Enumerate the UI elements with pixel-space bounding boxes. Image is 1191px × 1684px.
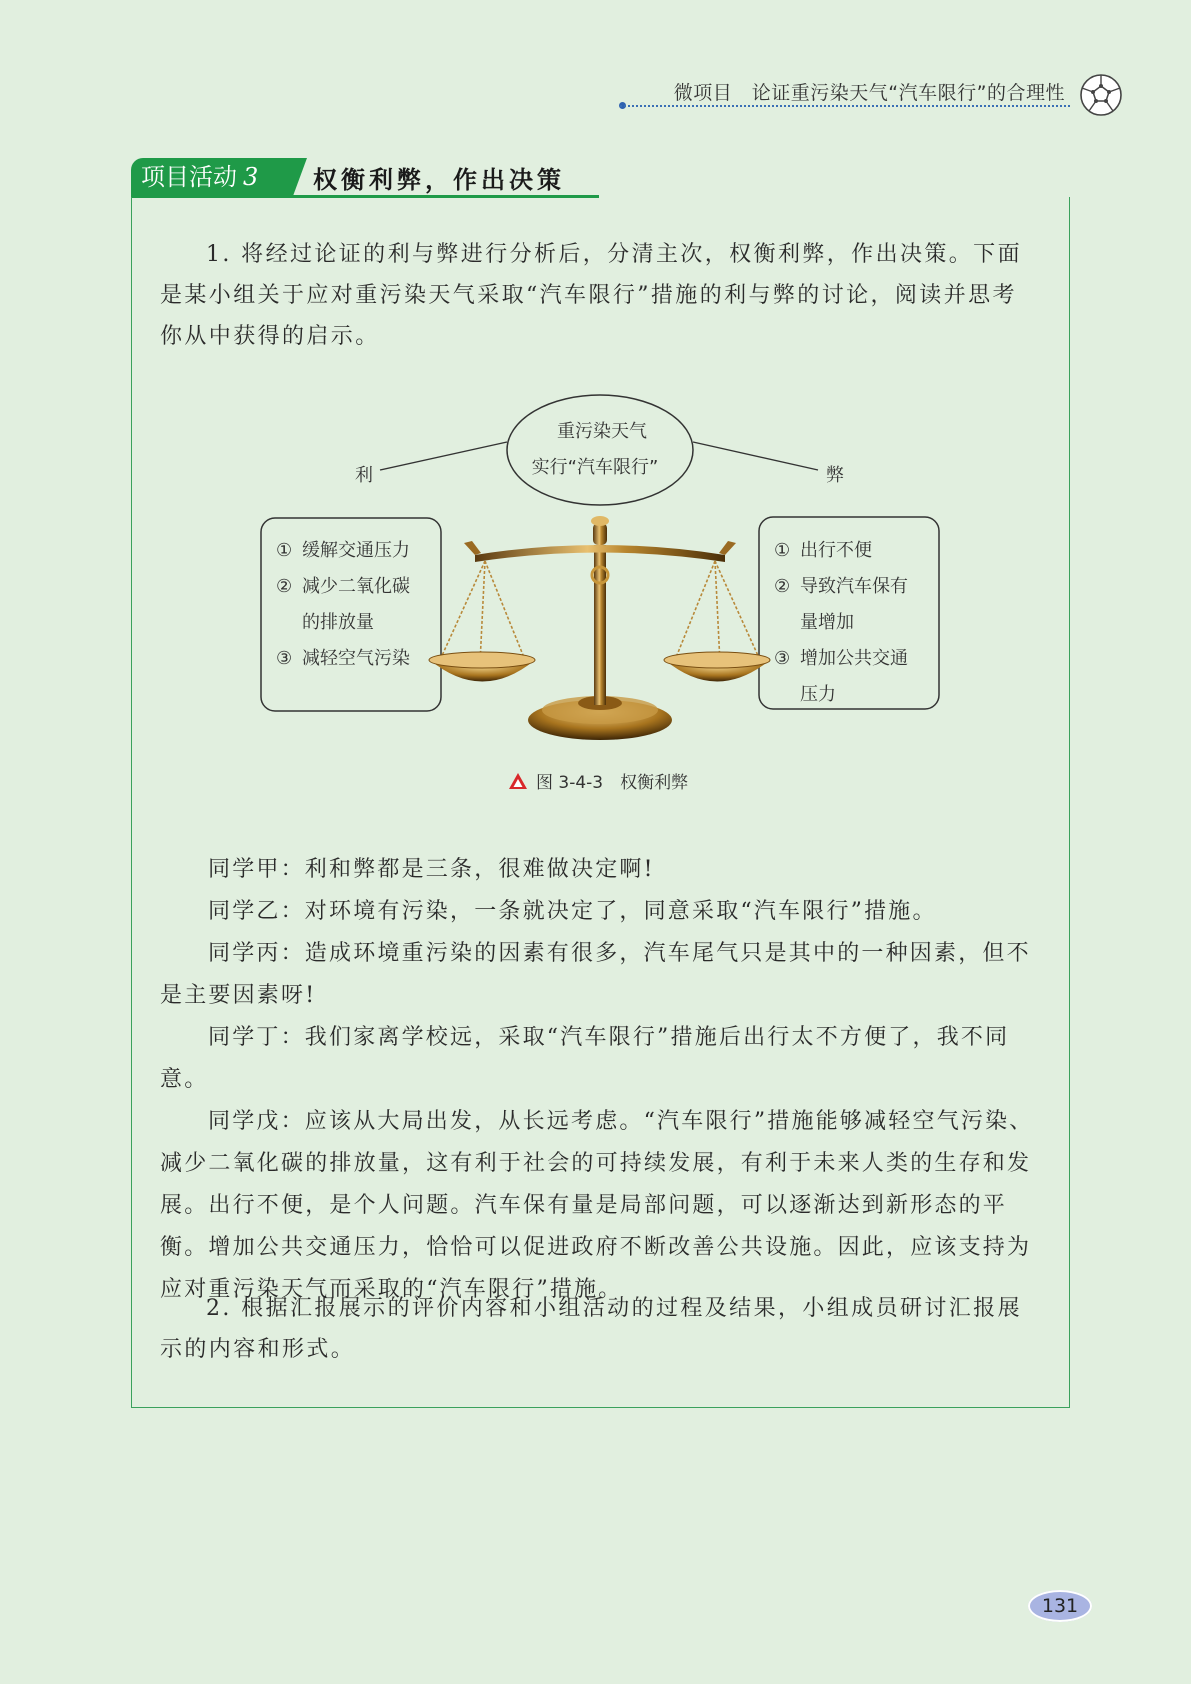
chapter-header-title: 微项目 论证重污染天气“汽车限行”的合理性 <box>673 82 1065 104</box>
task-2-paragraph: 2. 根据汇报展示的评价内容和小组活动的过程及结果，小组成员研讨汇报展示的内容和形式。 <box>160 1296 1022 1362</box>
center-text-line1: 重污染天气 <box>557 421 647 442</box>
pros-cons-diagram <box>250 385 950 755</box>
activity-tab-number: 3 <box>243 163 259 191</box>
activity-title: 权衡利弊，作出决策 <box>313 165 565 194</box>
center-ellipse <box>507 395 693 505</box>
dialogue-line: 同学戊：应该从大局出发，从长远考虑。“汽车限行”措施能够减轻空气污染、减少二氧化碳的排放量，这有利于社会的可持续发展，有利于未来人类的生存和发展。出行不便，是个人问题。汽车保有量是局部问题，可以逐渐达到新形态的平衡。增加公共交通压力，恰恰可以促进政府不断改善公共设施。因此，应该支持为应对重污染天气而采取的“汽车限行”措施。 <box>160 1109 1034 1302</box>
cons-item-3-num: ③ <box>774 648 791 669</box>
triangle-marker-icon <box>508 772 528 790</box>
cons-item-1-num: ① <box>774 540 791 561</box>
intro-paragraph: 1. 将经过论证的利与弊进行分析后，分清主次，权衡利弊，作出决策。下面是某小组关于应对重污染天气采取“汽车限行”措施的利与弊的讨论，阅读并思考你从中获得的启示。 <box>160 242 1022 349</box>
cons-item-1-text: 出行不便 <box>800 540 872 561</box>
pros-item-1-text: 缓解交通压力 <box>302 540 410 561</box>
pros-item-2-text: 减少二氧化碳 <box>302 576 410 597</box>
cons-item-3-text: 增加公共交通 <box>800 648 908 669</box>
cons-item-2-text: 导致汽车保有 <box>800 576 908 597</box>
cons-item-2-text-cont: 量增加 <box>800 612 854 633</box>
center-text-line2: 实行“汽车限行” <box>531 457 659 478</box>
activity-tab <box>131 158 293 196</box>
cons-item-2-num: ② <box>774 576 791 597</box>
dialogue-line: 同学乙：对环境有污染，一条就决定了，同意采取“汽车限行”措施。 <box>208 899 937 924</box>
dialogue-line: 同学丙：造成环境重污染的因素有很多，汽车尾气只是其中的一种因素，但不是主要因素呀! <box>160 941 1031 1008</box>
page-number: 131 <box>1028 1590 1092 1622</box>
soccer-ball-molecule-icon <box>1078 72 1124 118</box>
balance-scale-icon <box>429 516 770 740</box>
activity-tab-label: 项目活动 <box>141 163 237 191</box>
dialogue-line: 同学甲：利和弊都是三条，很难做决定啊! <box>208 857 655 882</box>
dialogue-line: 同学丁：我们家离学校远，采取“汽车限行”措施后出行太不方便了，我不同意。 <box>160 1025 1010 1092</box>
pros-label: 利 <box>355 465 373 486</box>
pros-item-3-text: 减轻空气污染 <box>302 648 410 669</box>
cons-item-3-text-cont: 压力 <box>800 684 836 705</box>
pros-item-1-num: ① <box>276 540 293 561</box>
figure-caption <box>508 768 688 793</box>
pros-item-2-text-cont: 的排放量 <box>302 612 374 633</box>
header-dotted-rule <box>620 105 1070 107</box>
cons-label: 弊 <box>826 465 844 486</box>
student-dialogue <box>160 849 1040 1311</box>
pros-item-2-num: ② <box>276 576 293 597</box>
pros-item-3-num: ③ <box>276 648 293 669</box>
figure-caption-text: 图 3-4-3 权衡利弊 <box>536 773 689 793</box>
